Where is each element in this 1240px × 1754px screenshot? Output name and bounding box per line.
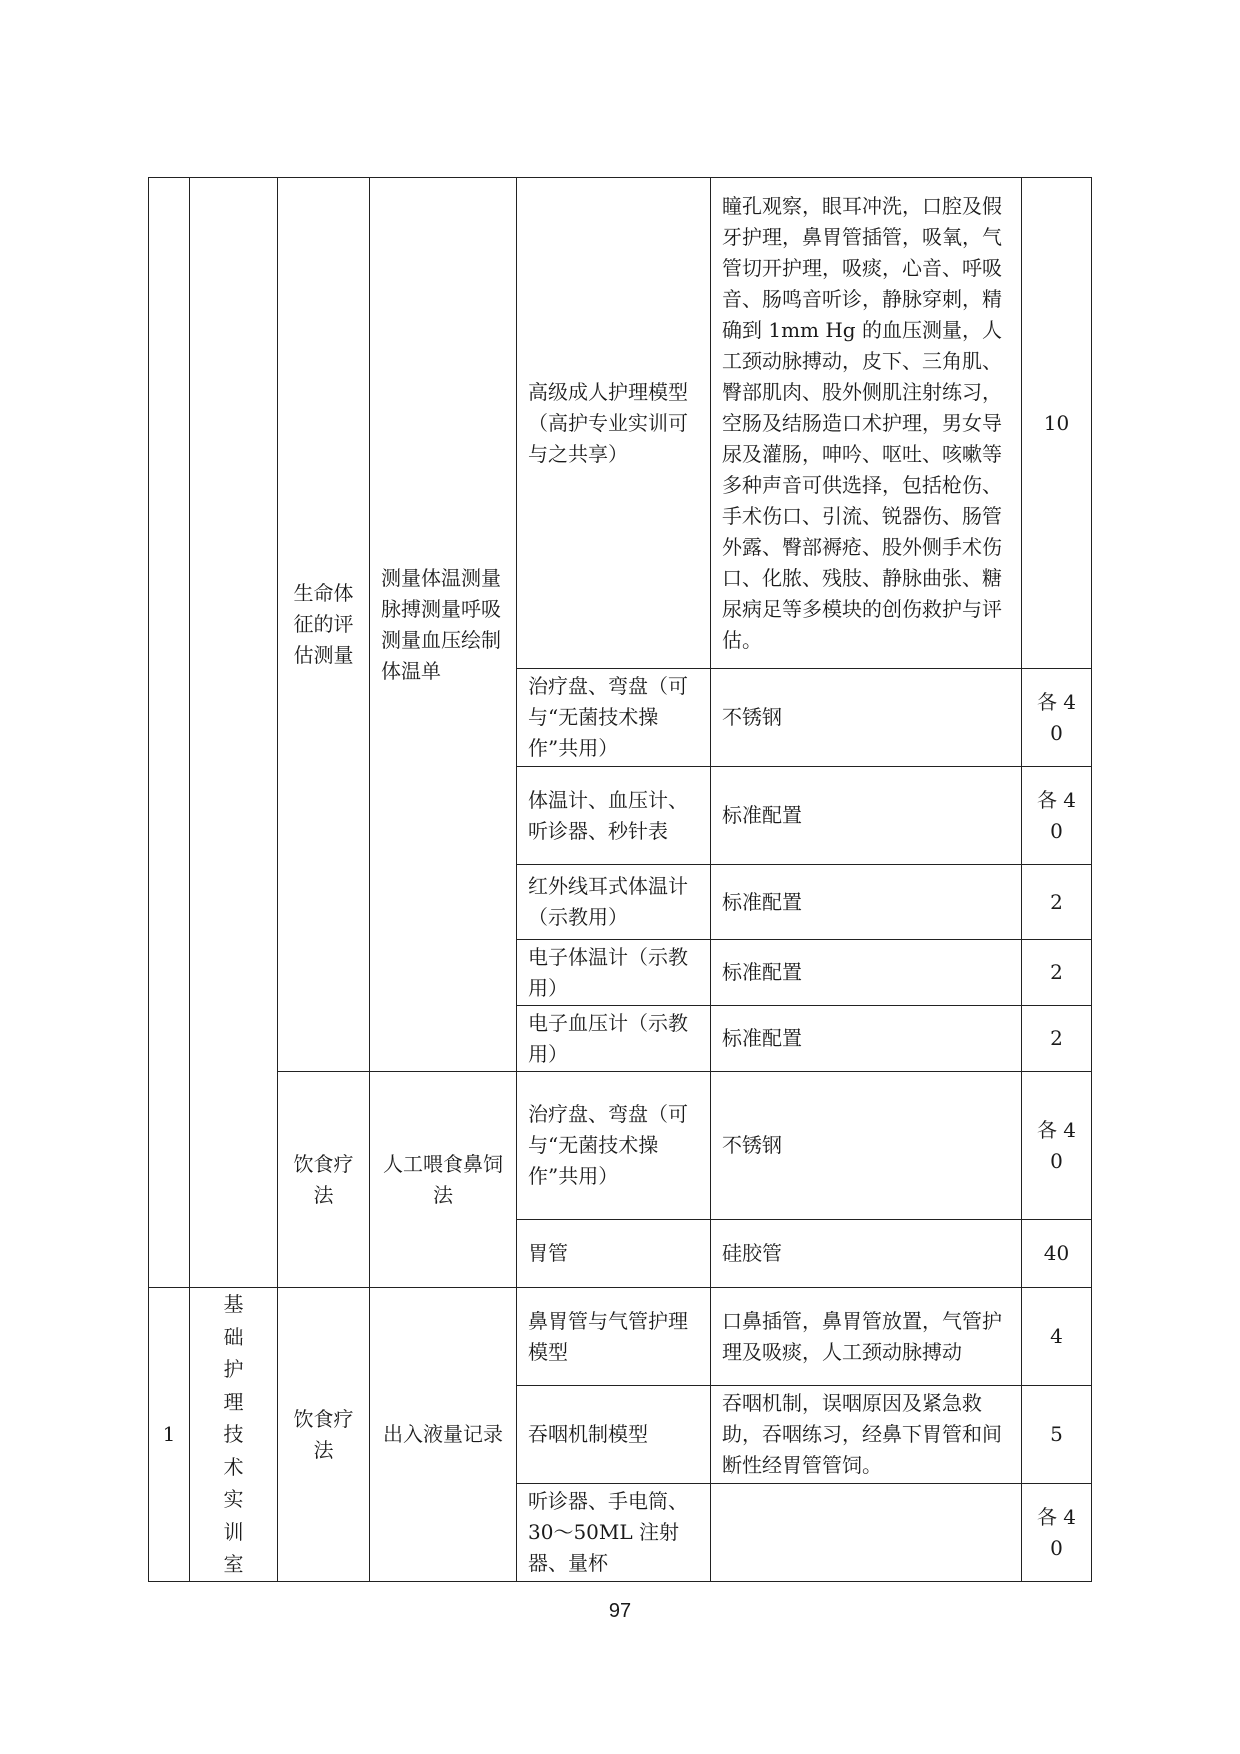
department-char: 术: [223, 1454, 244, 1479]
item-qty-cell: 各 40: [1022, 669, 1092, 767]
item-spec-cell: 口鼻插管，鼻胃管放置，气管护理及吸痰，人工颈动脉搏动: [711, 1288, 1022, 1386]
item-qty-cell: 4: [1022, 1288, 1092, 1386]
item-name-cell: 鼻胃管与气管护理模型: [517, 1288, 711, 1386]
equipment-table: [148, 177, 1092, 1582]
department-char: 理: [223, 1389, 244, 1414]
item-name-cell: 治疗盘、弯盘（可与“无菌技术操作”共用）: [517, 669, 711, 767]
item-name-cell: 电子血压计（示教用）: [517, 1006, 711, 1072]
index-cell: 1: [149, 1288, 190, 1582]
item-name-cell: 治疗盘、弯盘（可与“无菌技术操作”共用）: [517, 1072, 711, 1220]
tasks-cell: 人工喂食鼻饲法: [370, 1072, 517, 1288]
item-spec-cell: 标准配置: [711, 940, 1022, 1006]
department-char: 护: [223, 1357, 244, 1382]
item-spec-cell: 不锈钢: [711, 1072, 1022, 1220]
item-qty-cell: 40: [1022, 1220, 1092, 1288]
table-row: [149, 1072, 1092, 1220]
table-row: [149, 1288, 1092, 1386]
category-cell: 饮食疗法: [278, 1288, 370, 1582]
item-spec-cell: 标准配置: [711, 865, 1022, 940]
item-spec-cell: [711, 1484, 1022, 1582]
item-name-cell: 听诊器、手电筒、30～50ML 注射器、量杯: [517, 1484, 711, 1582]
department-char: 基: [223, 1292, 244, 1317]
item-name-cell: 电子体温计（示教用）: [517, 940, 711, 1006]
item-qty-cell: 5: [1022, 1386, 1092, 1484]
department-char: 训: [223, 1519, 244, 1544]
page-number: 97: [608, 1600, 632, 1622]
item-spec-cell: 吞咽机制，误咽原因及紧急救助，吞咽练习，经鼻下胃管和间断性经胃管管饲。: [711, 1386, 1022, 1484]
department-char: 室: [223, 1552, 244, 1577]
table-row: [149, 178, 1092, 669]
item-name-cell: 胃管: [517, 1220, 711, 1288]
department-char: 础: [223, 1324, 244, 1349]
item-spec-cell: 瞳孔观察，眼耳冲洗，口腔及假牙护理，鼻胃管插管，吸氧，气管切开护理，吸痰，心音、呼吸音、肠鸣音听诊，静脉穿刺，精确到 1mm Hg 的血压测量，人工颈动脉搏动，皮下、三角肌、臀部肌肉、股外侧肌注射练习，空肠及结肠造口术护理，男女导尿及灌肠，呻吟、呕吐、咳嗽等多种声音可供选择，包括枪伤、手术伤口、引流、锐器伤、肠管外露、臀部褥疮、股外侧手术伤口、化脓、残肢、静脉曲张、糖尿病足等多模块的创伤救护与评估。: [711, 178, 1022, 669]
item-qty-cell: 2: [1022, 1006, 1092, 1072]
department-char: 技: [223, 1422, 244, 1447]
item-spec-cell: 硅胶管: [711, 1220, 1022, 1288]
item-qty-cell: 各 40: [1022, 1484, 1092, 1582]
item-qty-cell: 10: [1022, 178, 1092, 669]
item-qty-cell: 2: [1022, 940, 1092, 1006]
item-spec-cell: 标准配置: [711, 767, 1022, 865]
item-spec-cell: 不锈钢: [711, 669, 1022, 767]
department-cell-empty: [190, 178, 278, 1288]
tasks-cell: 出入液量记录: [370, 1288, 517, 1582]
item-spec-cell: 标准配置: [711, 1006, 1022, 1072]
item-name-cell: 高级成人护理模型（高护专业实训可与之共享）: [517, 178, 711, 669]
item-qty-cell: 各 40: [1022, 767, 1092, 865]
department-cell: [190, 1288, 278, 1582]
tasks-cell: 测量体温测量脉搏测量呼吸测量血压绘制体温单: [370, 178, 517, 1072]
index-cell-empty: [149, 178, 190, 1288]
equipment-table-container: [148, 177, 1092, 1582]
item-qty-cell: 2: [1022, 865, 1092, 940]
department-char: 实: [223, 1487, 244, 1512]
item-name-cell: 体温计、血压计、听诊器、秒针表: [517, 767, 711, 865]
category-cell: 饮食疗法: [278, 1072, 370, 1288]
item-name-cell: 吞咽机制模型: [517, 1386, 711, 1484]
category-cell: 生命体征的评估测量: [278, 178, 370, 1072]
item-qty-cell: 各 40: [1022, 1072, 1092, 1220]
item-name-cell: 红外线耳式体温计（示教用）: [517, 865, 711, 940]
